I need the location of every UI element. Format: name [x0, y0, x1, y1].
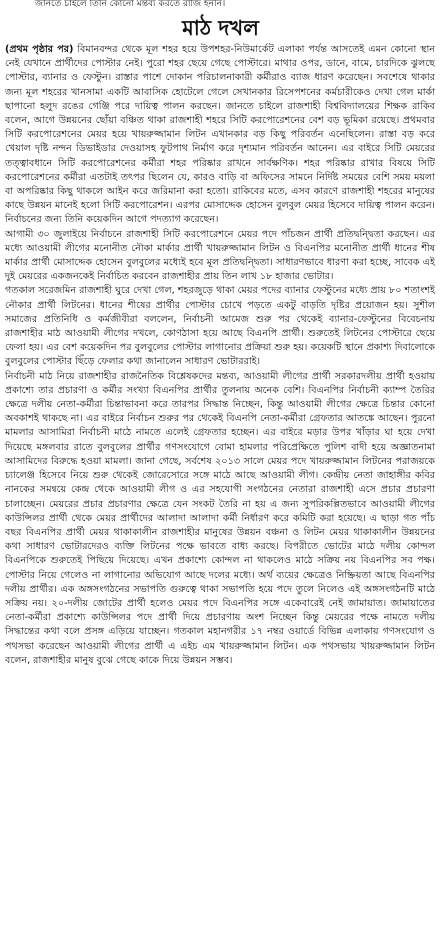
article-paragraph: [5, 43, 435, 228]
article-paragraph: গতকাল সরেজমিন রাজশাহী ঘুরে দেখা গেল, শহরজুড়ে থাকা মেয়র পদের ব্যানার ফেস্টুনের মধ্যে প্রায় ৮০ শতাংশই নৌকার প্রার্থী লিটনের। ধানের শীষের প্রার্থীর পোস্টার চোখে পড়তে একটু বাড়তি দৃষ্টির প্রয়োজন হয়। সুশীল সমাজের প্রতিনিধি ও কর্মজীবীরা বললেন, নির্বাচনী আমেজ শুরু পর থেকেই ব্যানার-ফেস্টুনের বিবেচনায় রাজশাহীর মাঠ আওয়ামী লীগের দখলে, কোণঠাসা হয়ে আছে বিএনপি প্রার্থী। শুরুতেই লিটনের পোস্টারে ছেয়ে ফেলা হয়। এর বেশ কয়েকদিন পর বুলবুলের পোস্টার লাগানোর প্রক্রিয়া শুরু হয়। কয়েকটি স্থানে প্রকাশ্য দিবালোকে বুলবুলের পোস্টার ছিঁড়ে ফেলার কথা জানালেন সাধারণ ভোটাররাই।: [5, 285, 435, 368]
previous-article-fragment: জানতে চাইলে তিনি কোনো মন্তব্য করতে রাজি হননি।: [35, 0, 226, 9]
article-paragraph: আগামী ৩০ জুলাইয়ে নির্বাচনে রাজশাহী সিটি করপোরেশনে মেয়র পদে পাঁচজন প্রার্থী প্রতিদ্বন্দ্বিতা করছেন। এর মধ্যে আওয়ামী লীগের মনোনীত নৌকা মার্কার প্রার্থী খায়রুজ্জামান লিটন ও বিএনপির মনোনীত প্রার্থী ধানের শীষ মার্কার প্রার্থী মোসাদ্দেক হোসেন বুলবুলের মধ্যেই হবে মূল প্রতিদ্বন্দ্বিতা। সাধারণভাবে ধারণা করা হচ্ছে, সাবেক এই দুই মেয়রের একজনকেই নির্বাচিত করবেন রাজশাহীর প্রায় তিন লাখ ১৮ হাজার ভোটার।: [5, 228, 435, 283]
continuation-marker: (প্রথম পৃষ্ঠার পর): [5, 44, 74, 55]
article-body: [0, 43, 441, 668]
article-headline: মাঠ দখল: [182, 16, 259, 40]
paragraph-text: বিমানবন্দর থেকে মূল শহর হয়ে উপশহর-নিউমার্কেট এলাকা পর্যন্ত আসতেই এমন কোনো স্থান নেই যেখানে প্রার্থীদের পোস্টার নেই। পুরো শহর ছেয়ে গেছে পোস্টারে। মাথার ওপর, ডানে, বামে, চারদিকে ঝুলছে পোস্টার, ব্যানার ও ফেস্টুন। রাস্তার পাশে দোকান পরিচালনাকারী কর্মীরাও ব্যাজ ধারণ করেছেন। সবশেষে থাকার জন্য মূল শহরের খানসামা একটি আবাসিক হোটেলে গেলে সেখানকার রিসেপশনের কর্মচারীকেও দেখা গেল মার্কা ছাপানো হলুদ রঙের গেঞ্জি পরে দায়িত্ব পালন করছেন। জানতে চাইলে রাজশাহী বিশ্ববিদ্যালয়ের শিক্ষক রাকিব বলেন, আগে উন্নয়নের ছোঁয়া বঞ্চিত থাকা রাজশাহী শহরে সিটি করপোরেশনের বেশ বড় ভূমিকা রয়েছে। প্রথমবার সিটি করপোরেশনের মেয়র হয়ে খায়রুজ্জামান লিটন এখানকার বড় কিছু পরিবর্তন এনেছিলেন। রাস্তা বড় করে খেয়াল দৃষ্টি নন্দন ডিভাইডার দেওয়াসহ ফুটপাথ নির্মাণ করে দৃশ্যমান পরিবর্তন আনেন। এর বাইরে সিটি মেয়রের তত্ত্বাবধানে সিটি করপোরেশনের কর্মীরা শহর পরিষ্কার রাখনে সার্বক্ষণিক। শহর পরিষ্কার রাখার বিষয়ে সিটি করপোরেশনের কর্মীরা এতটাই তৎপর ছিলেন যে, কারও বাড়ি বা অফিসের সামনে নির্দিষ্ট সময়ের বেশি সময় ময়লা বা অপরিষ্কার কিছু থাকলে আইন করে জরিমানা করা হতো। রাকিবের মতে, এসব কারণে রাজশাহী শহরের মানুষের কাছে উন্নয়ন মানেই হলো সিটি করপোরেশন। এরপর মোসাদ্দেক হোসেন বুলবুল মেয়র হিসেবে দায়িত্ব পালন করেন। নির্বাচনের জন্য তিনি কয়েকদিন আগে পদত্যাগ করেছেন।: [5, 44, 435, 226]
article-paragraph: নির্বাচনী মাঠ নিয়ে রাজশাহীর রাজনৈতিক বিশ্লেষকদের মন্তব্য, আওয়ামী লীগের প্রার্থী সরকারদলীয় প্রার্থী হওয়ায় প্রকাশ্যে তার প্রচারণা ও কর্মীর সংখ্যা বিএনপির প্রার্থীর তুলনায় অনেক বেশি। বিএনপির নির্বাচনী ক্যাম্প তৈরির ক্ষেত্রে দলীয় নেতা-কর্মীরা চিন্তাভাবনা করে তারপর সিদ্ধান্ত নিচ্ছেন, কিন্তু আওয়ামী লীগের ক্ষেত্রে চিন্তার কোনো অবকাশই থাকছে না। এর বাইরে নির্বাচন শুরুর পর থেকেই বিএনপি নেতা-কর্মীরা গ্রেফতার আতঙ্কে আছেন। পুরনো মামলার আসামিরা নির্বাচনী মাঠে নামতে এলেই গ্রেফতার হচ্ছেন। এর বাইরে মড়ার উপর খাঁড়ার ঘা হয়ে দেখা দিয়েছে মঙ্গলবার রাতে বুলবুলের প্রার্থীর গণসংযোগে বোমা হামলার পরিপ্রেক্ষিতে পুলিশ বাদী হয়ে অজ্ঞাতনামা আসামিদের বিরুদ্ধে হওয়া মামলা। জানা গেছে, সর্বশেষ ২০১৩ সালে মেয়র পদে খায়রুজ্জামান লিটনের পরাজয়কে চ্যালেঞ্জ হিসেবে নিয়ে শুরু থেকেই জোরেসোরে সঙ্গে মাঠে আছে আওয়ামী লীগ। কেন্দ্রীয় নেতা জাহাঙ্গীর কবির নানকের সমন্বয়ে কেন্দ্র থেকে আওয়ামী লীগ ও এর সহযোগী সংগঠনের নেতারা রাজশাহী এসে প্রচার প্রচারণা চালাচ্ছেন। মেয়রের প্রচার প্রচারণার ক্ষেত্রে যেন সংকট তৈরি না হয় এ জন্য সুপরিকল্পিতভাবে আওয়ামী লীগের কাউন্সিলর প্রার্থী থেকে মেয়র প্রার্থীদের আলাদা আলাদা কর্মী নির্ধারণ করে কমিটি করা হয়েছে। এ ছাড়া গত পাঁচ বছর বিএনপির প্রার্থী মেয়র থাকাকালীন রাজশাহীর মানুষের উন্নয়ন বঞ্চনা ও লিটন মেয়র থাকাকালীন উন্নয়নের কথা সাধারণ ভোটারদেরও ব্যক্তি লিটনের পক্ষে ভাবতে বাধ্য করছে। বিপরীতে ভোটের মাঠে দলীয় কোন্দল বিএনপিকে শুরুতেই পিছিয়ে দিয়েছে। এখন প্রকাশ্যে কোন্দল না থাকলেও মাঠে সক্রিয় নয় বিএনপির সব পক্ষ। পোস্টার নিয়ে গেলেও না লাগানোর অভিযোগ আছে দলের মধ্যে। অর্থ ব্যয়ের ক্ষেত্রেও নিষ্ক্রিয়তা আছে বিএনপির দলীয় প্রার্থীর। এক অঙ্গসংগঠনের সভাপতি গুরুত্বে থাকা সভাপতি হয়ে পদে তুলে নিলেও এই অঙ্গসংগঠনটি মাঠে সক্রিয় নয়। ২০-দলীয় জোটের প্রার্থী হলেও মেয়র পদে বিএনপির সঙ্গে একেবারেই নেই জামায়াত। জামায়াতের নেতা-কর্মীরা প্রকাশ্যে কাউন্সিলর পদে প্রার্থী দিয়ে প্রচারণায় অংশ নিচ্ছেন কিন্তু মেয়রের পক্ষে নামতে দলীয় সিদ্ধান্তের কথা বলে প্রসঙ্গ এড়িয়ে যাচ্ছেন। গতকাল মহানগরীর ১৭ নম্বর ওয়ার্ডে বিভিন্ন এলাকায় গণসংযোগ ও পথসভা করেছেন আওয়ামী লীগের প্রার্থী এ এইচ এম খায়রুজ্জামান লিটন। এক পথসভায় খায়রুজ্জামান লিটন বলেন, রাজশাহীর মানুষ বুঝে গেছে কাকে দিয়ে উন্নয়ন সম্ভব।: [5, 370, 435, 666]
